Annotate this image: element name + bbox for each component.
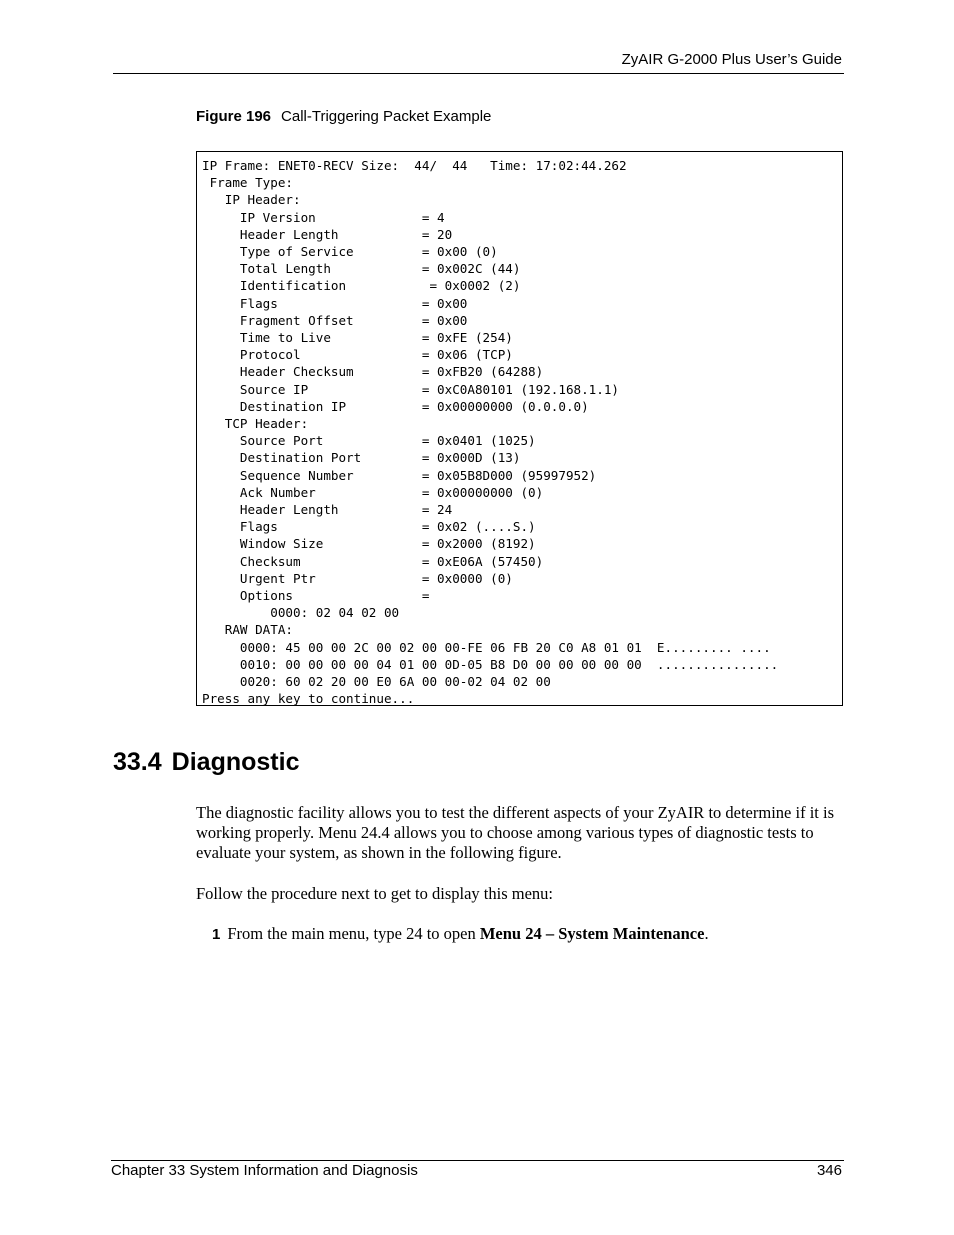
running-header-title: ZyAIR G-2000 Plus User’s Guide: [621, 51, 842, 68]
section-heading: [113, 748, 299, 777]
step-text: From the main menu, type 24 to open: [227, 924, 480, 943]
step-menu-name: Menu 24 – System Maintenance: [479, 924, 705, 943]
procedure-step: [212, 924, 709, 945]
footer-chapter: Chapter 33 System Information and Diagnosis: [111, 1162, 418, 1179]
footer-divider: [111, 1160, 844, 1161]
intro-paragraph: The diagnostic facility allows you to test the different aspects of your ZyAIR to determine if it is working properly. Menu 24.4 allows you to choose among various types of diagnostic tests to evaluate your system, as shown in the following figure.: [196, 803, 834, 862]
header-divider: [113, 73, 844, 74]
figure-title: Call-Triggering Packet Example: [281, 108, 492, 125]
packet-trace-box: [196, 151, 843, 706]
step-number: 1: [212, 926, 221, 943]
section-number: 33.4: [113, 748, 162, 776]
packet-trace-text: IP Frame: ENET0-RECV Size: 44/ 44 Time: 17:02:44.262 Frame Type: IP Header: IP Version = 4 Header Length = 20 Type of Service = 0x00 (0) Total Length = 0x002C (44) Identification = 0x0002 (2) Flags = 0x00 Fragment Offset = 0x00 Time to Live = 0xFE (254) Protocol = 0x06 (TCP) Header Checksum = 0xFB20 (64288) Source IP = 0xC0A80101 (192.168.1.1) Destination IP = 0x00000000 (0.0.0.0) TCP Header: Source Port = 0x0401 (1025) Destination Port = 0x000D (13) Sequence Number = 0x05B8D000 (95997952) Ack Number = 0x00000000 (0) Header Length = 24 Flags = 0x02 (....S.) Window Size = 0x2000 (8192) Checksum = 0xE06A (57450) Urgent Ptr = 0x0000 (0) Options = 0000: 02 04 02 00 RAW DATA: 0000: 45 00 00 2C 00 02 00 00-FE 06 FB 20 C0 A8 01 01 E......... .... 0010: 00 00 00 00 04 01 00 0D-05 B8 D0 00 00 00 00 00 ................ 0020: 60 02 20 00 E0 6A 00 00-02 04 02 00 Press any key to continue...: [202, 158, 779, 707]
figure-number: Figure 196: [196, 108, 272, 125]
procedure-paragraph: Follow the procedure next to get to display this menu:: [196, 884, 553, 903]
figure-caption: [196, 108, 491, 125]
footer-page-number: 346: [816, 1162, 842, 1179]
section-title: Diagnostic: [171, 748, 300, 776]
step-text-end: .: [704, 924, 709, 943]
